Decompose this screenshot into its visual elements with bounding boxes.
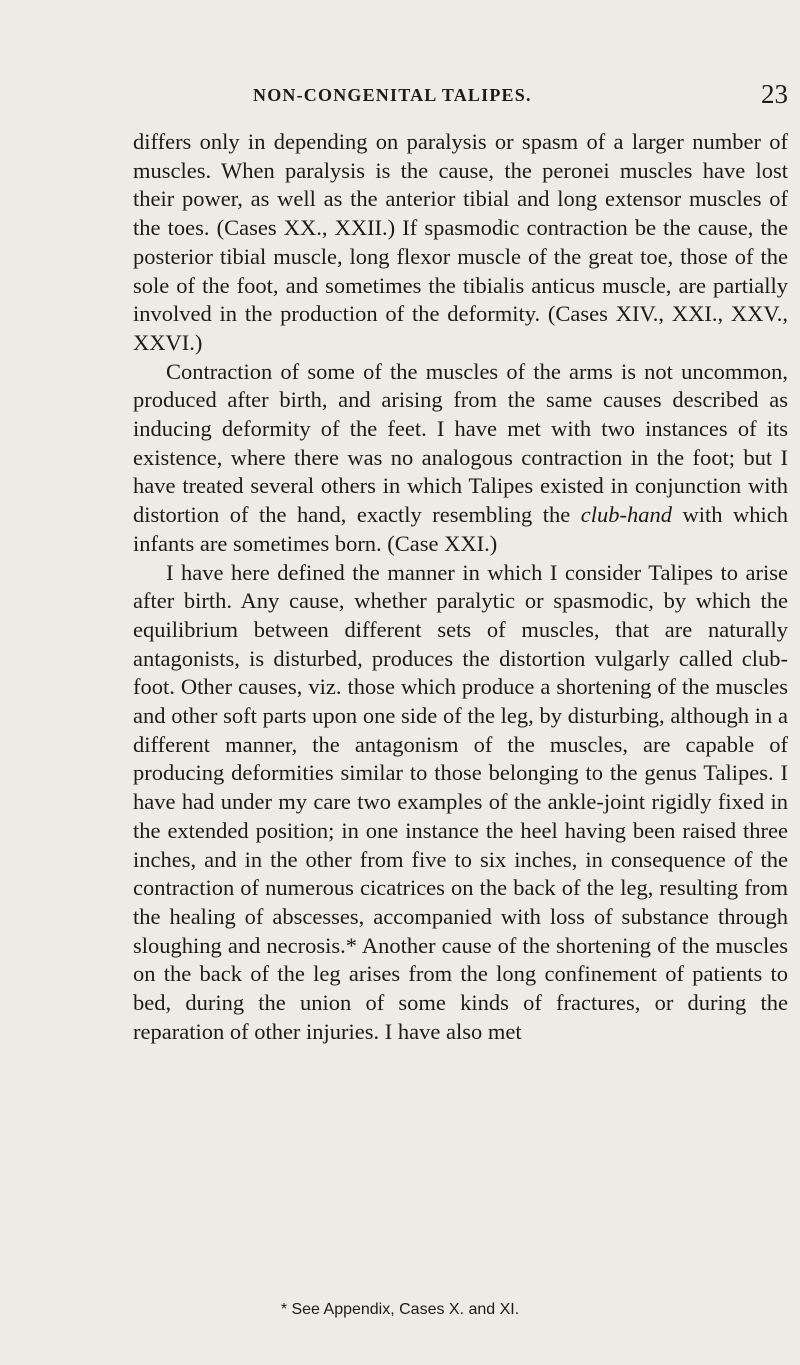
paragraph xyxy=(133,128,788,358)
italic-term: club-hand xyxy=(580,502,672,528)
paragraph xyxy=(133,559,788,1047)
body-text xyxy=(133,128,788,1047)
page-number: 23 xyxy=(761,79,788,109)
paragraph-text: Contraction of some of the muscles of the arms is not uncommon, produced after birth, and arising from the same causes described as inducing deformity of the feet. I have met with two instances of its existence, where there was no analogous contraction in the foot; but I have treated several others in which Talipes existed in conjunction with distortion of the hand, exactly resembling the xyxy=(133,358,788,528)
running-title: NON-CONGENITAL TALIPES. xyxy=(253,85,532,105)
footnote: * See Appendix, Cases X. and XI. xyxy=(280,1301,520,1318)
paragraph-text-continued: with which infants are sometimes born. (Case XXI.) xyxy=(133,502,788,556)
paragraph-text: differs only in depending on paralysis or spasm of a larger number of muscles. When paralysis is the cause, the peronei muscles have lost their power, as well as the anterior tibial and long extensor muscles of the toes. (Cases XX., XXII.) If spasmodic contraction be the cause, the posterior tibial muscle, long flexor muscle of the great toe, those of the sole of the foot, and sometimes the tibialis anticus muscle, are partially involved in the production of the deformity. (Cases XIV., XXI., XXV., XXVI.) xyxy=(133,129,788,355)
paragraph-text: I have here defined the manner in which I consider Talipes to arise after birth. Any cause, whether paralytic or spasmodic, by which the equilibrium between different sets of muscles, that are naturally antagonists, is disturbed, produces the distortion vulgarly called club-foot. Other causes, viz. those which produce a shortening of the muscles and other soft parts upon one side of the leg, by disturbing, although in a different manner, the antagonism of the muscles, are capable of producing deformities similar to those belonging to the genus Talipes. I have had under my care two examples of the ankle-joint rigidly fixed in the extended position; in one instance the heel having been raised three inches, and in the other from five to six inches, in consequence of the contraction of numerous cicatrices on the back of the leg, resulting from the healing of abscesses, accompanied with loss of substance through sloughing and necrosis.* Another cause of the shortening of the muscles on the back of the leg arises from the long confinement of patients to bed, during the union of some kinds of fractures, or during the reparation of other injuries. I have also met xyxy=(133,559,788,1044)
paragraph xyxy=(133,358,788,559)
page-header xyxy=(133,79,788,117)
